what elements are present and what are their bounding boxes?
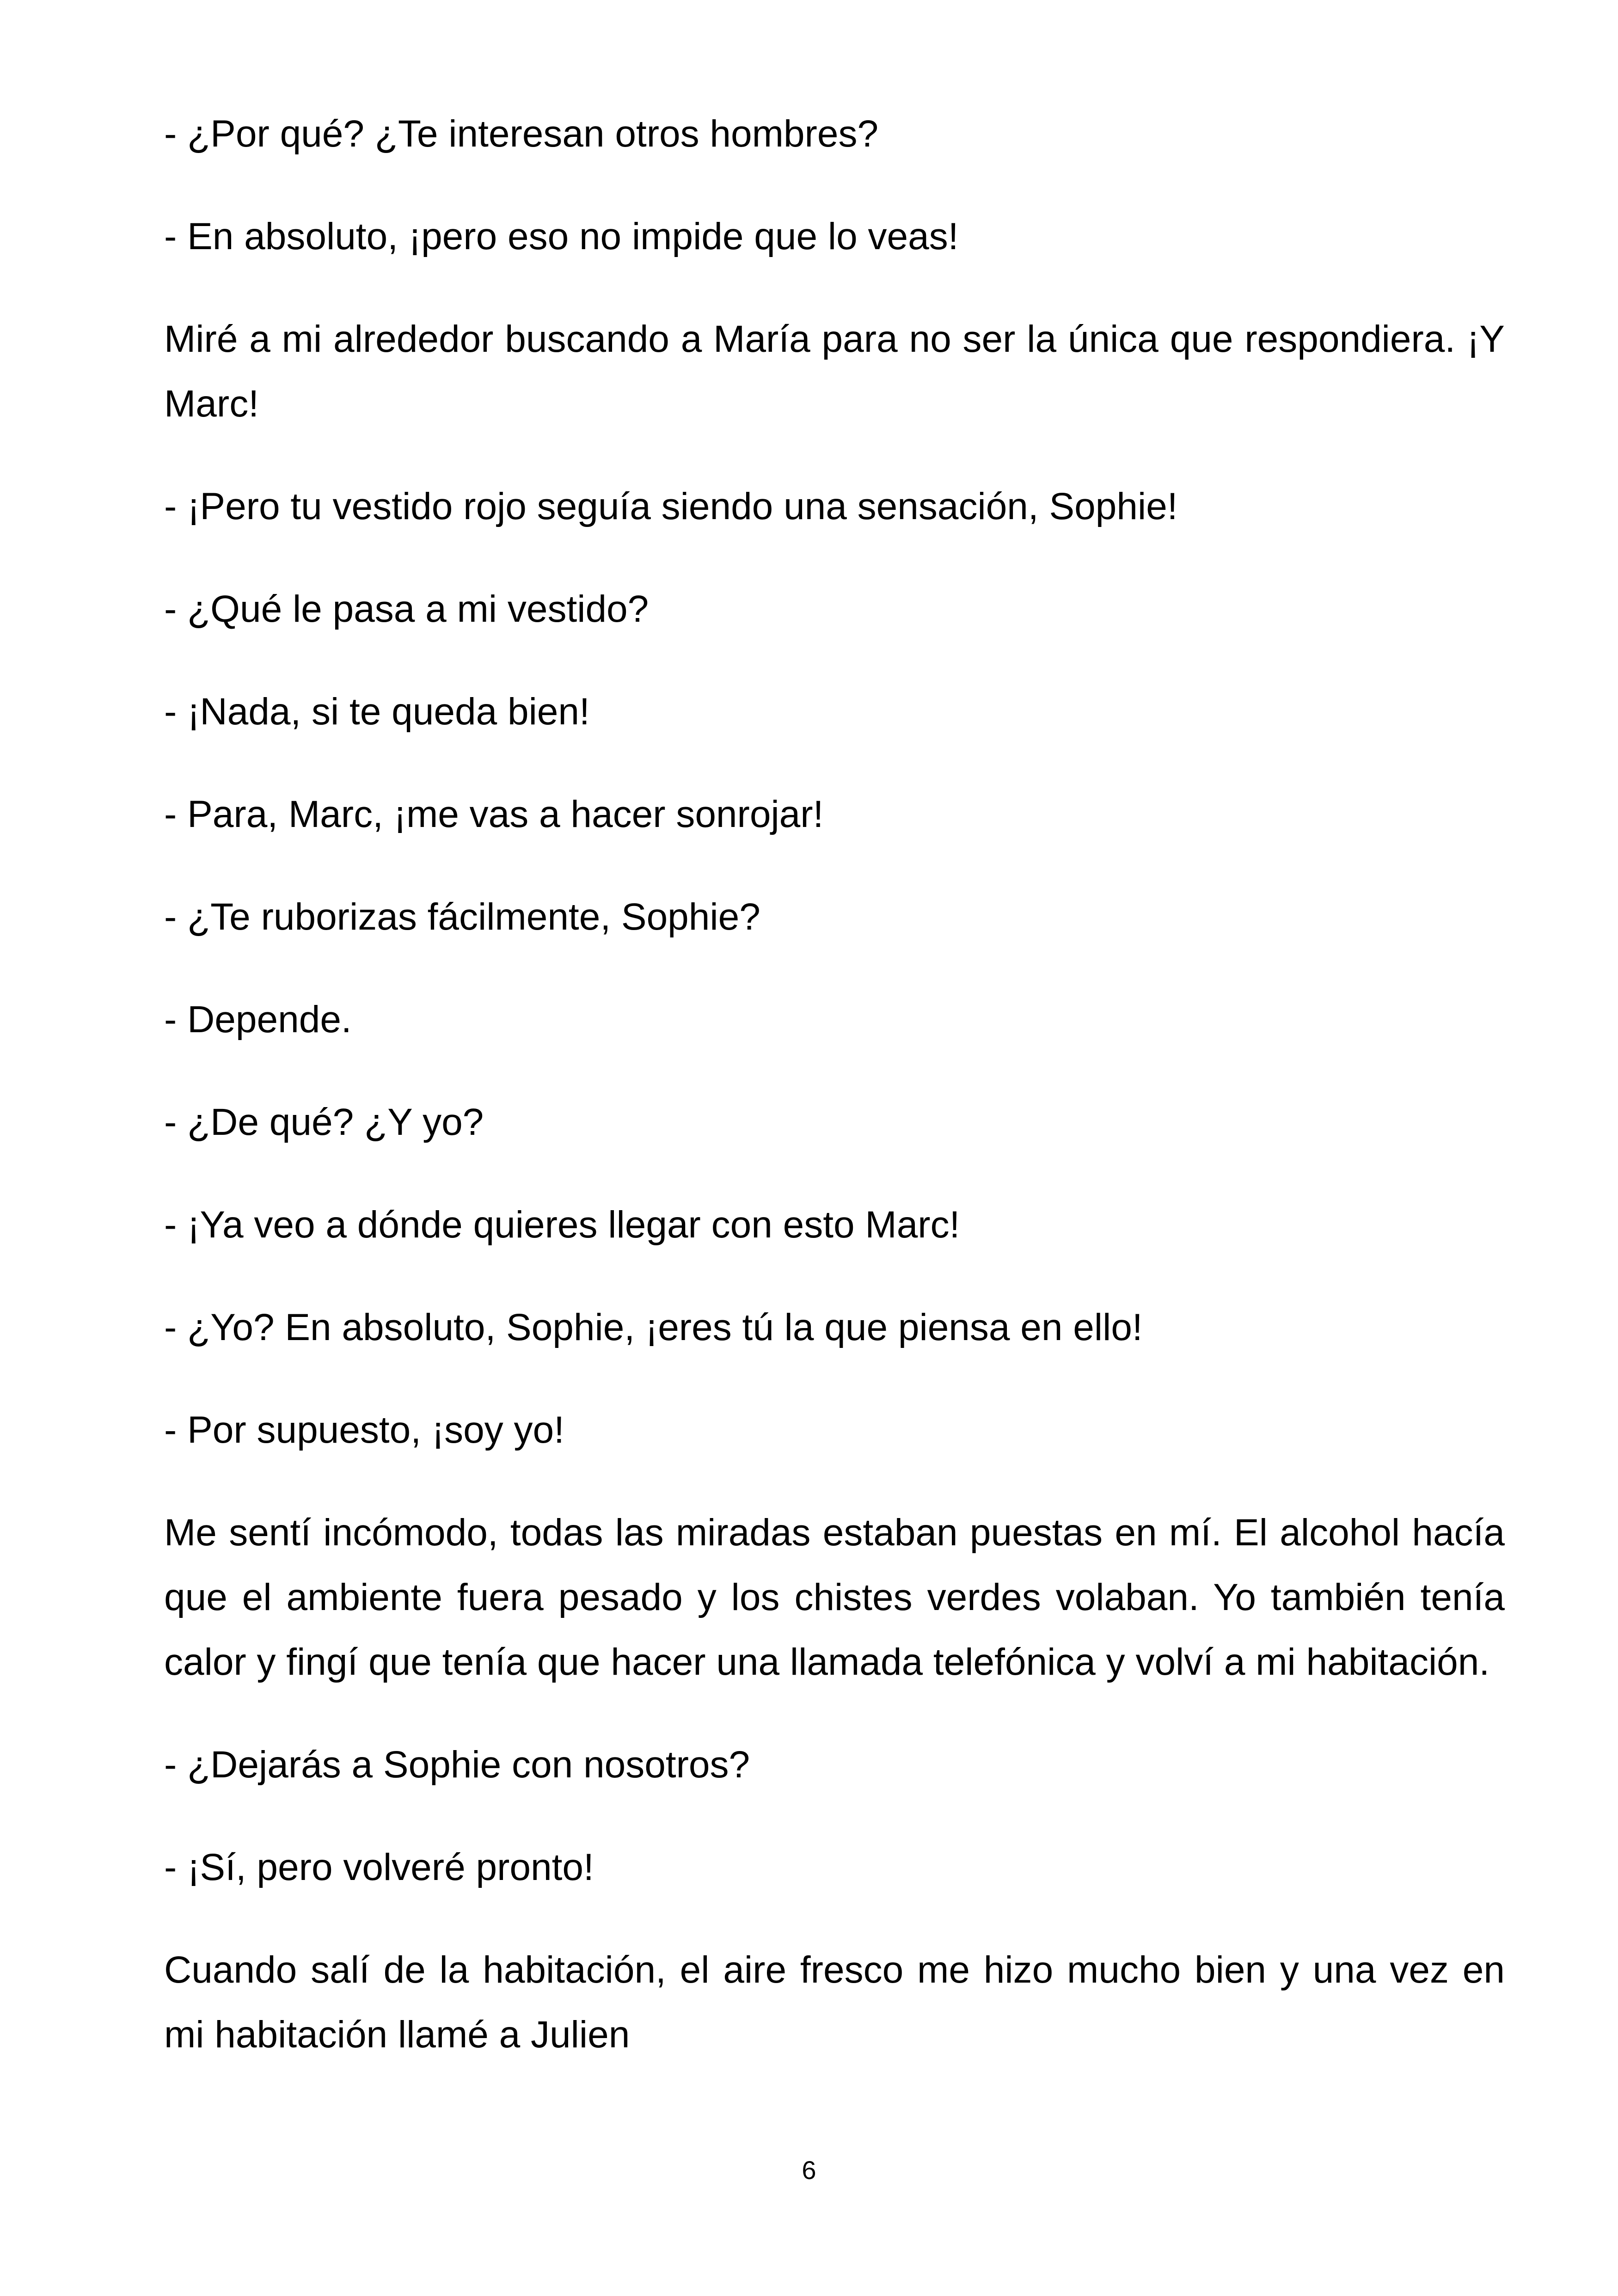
paragraph: - ¿Qué le pasa a mi vestido? [164,588,649,630]
paragraph: - ¿De qué? ¿Y yo? [164,1101,484,1143]
paragraph: Me sentí incómodo, todas las miradas estaban puestas en mí. El alcohol hacía que el ambiente fuera pesado y los chistes verdes volaban. Yo también tenía calor y fingí que tenía que hacer una llamada telefónica y volví a mi habitación. [164,1512,1505,1683]
paragraph: - ¡Sí, pero volveré pronto! [164,1846,594,1888]
paragraph: - ¿Yo? En absoluto, Sophie, ¡eres tú la que piensa en ello! [164,1306,1143,1348]
paragraph: Miré a mi alrededor buscando a María para no ser la única que respondiera. ¡Y Marc! [164,318,1505,425]
paragraph: Cuando salí de la habitación, el aire fresco me hizo mucho bien y una vez en mi habitación llamé a Julien [164,1949,1505,2056]
paragraph: - ¿Dejarás a Sophie con nosotros? [164,1744,750,1786]
body-text [164,102,1505,2105]
paragraph: - ¡Nada, si te queda bien! [164,691,590,733]
paragraph: - Para, Marc, ¡me vas a hacer sonrojar! [164,793,824,835]
paragraph: - ¿Por qué? ¿Te interesan otros hombres? [164,113,879,155]
paragraph: - Por supuesto, ¡soy yo! [164,1409,564,1451]
paragraph: - ¡Ya veo a dónde quieres llegar con esto Marc! [164,1204,960,1246]
paragraph: - En absoluto, ¡pero eso no impide que lo veas! [164,215,959,257]
paragraph: - ¿Te ruborizas fácilmente, Sophie? [164,896,760,938]
paragraph: - ¡Pero tu vestido rojo seguía siendo una sensación, Sophie! [164,485,1178,527]
page-number: 6 [802,2155,816,2185]
paragraph: - Depende. [164,998,352,1041]
